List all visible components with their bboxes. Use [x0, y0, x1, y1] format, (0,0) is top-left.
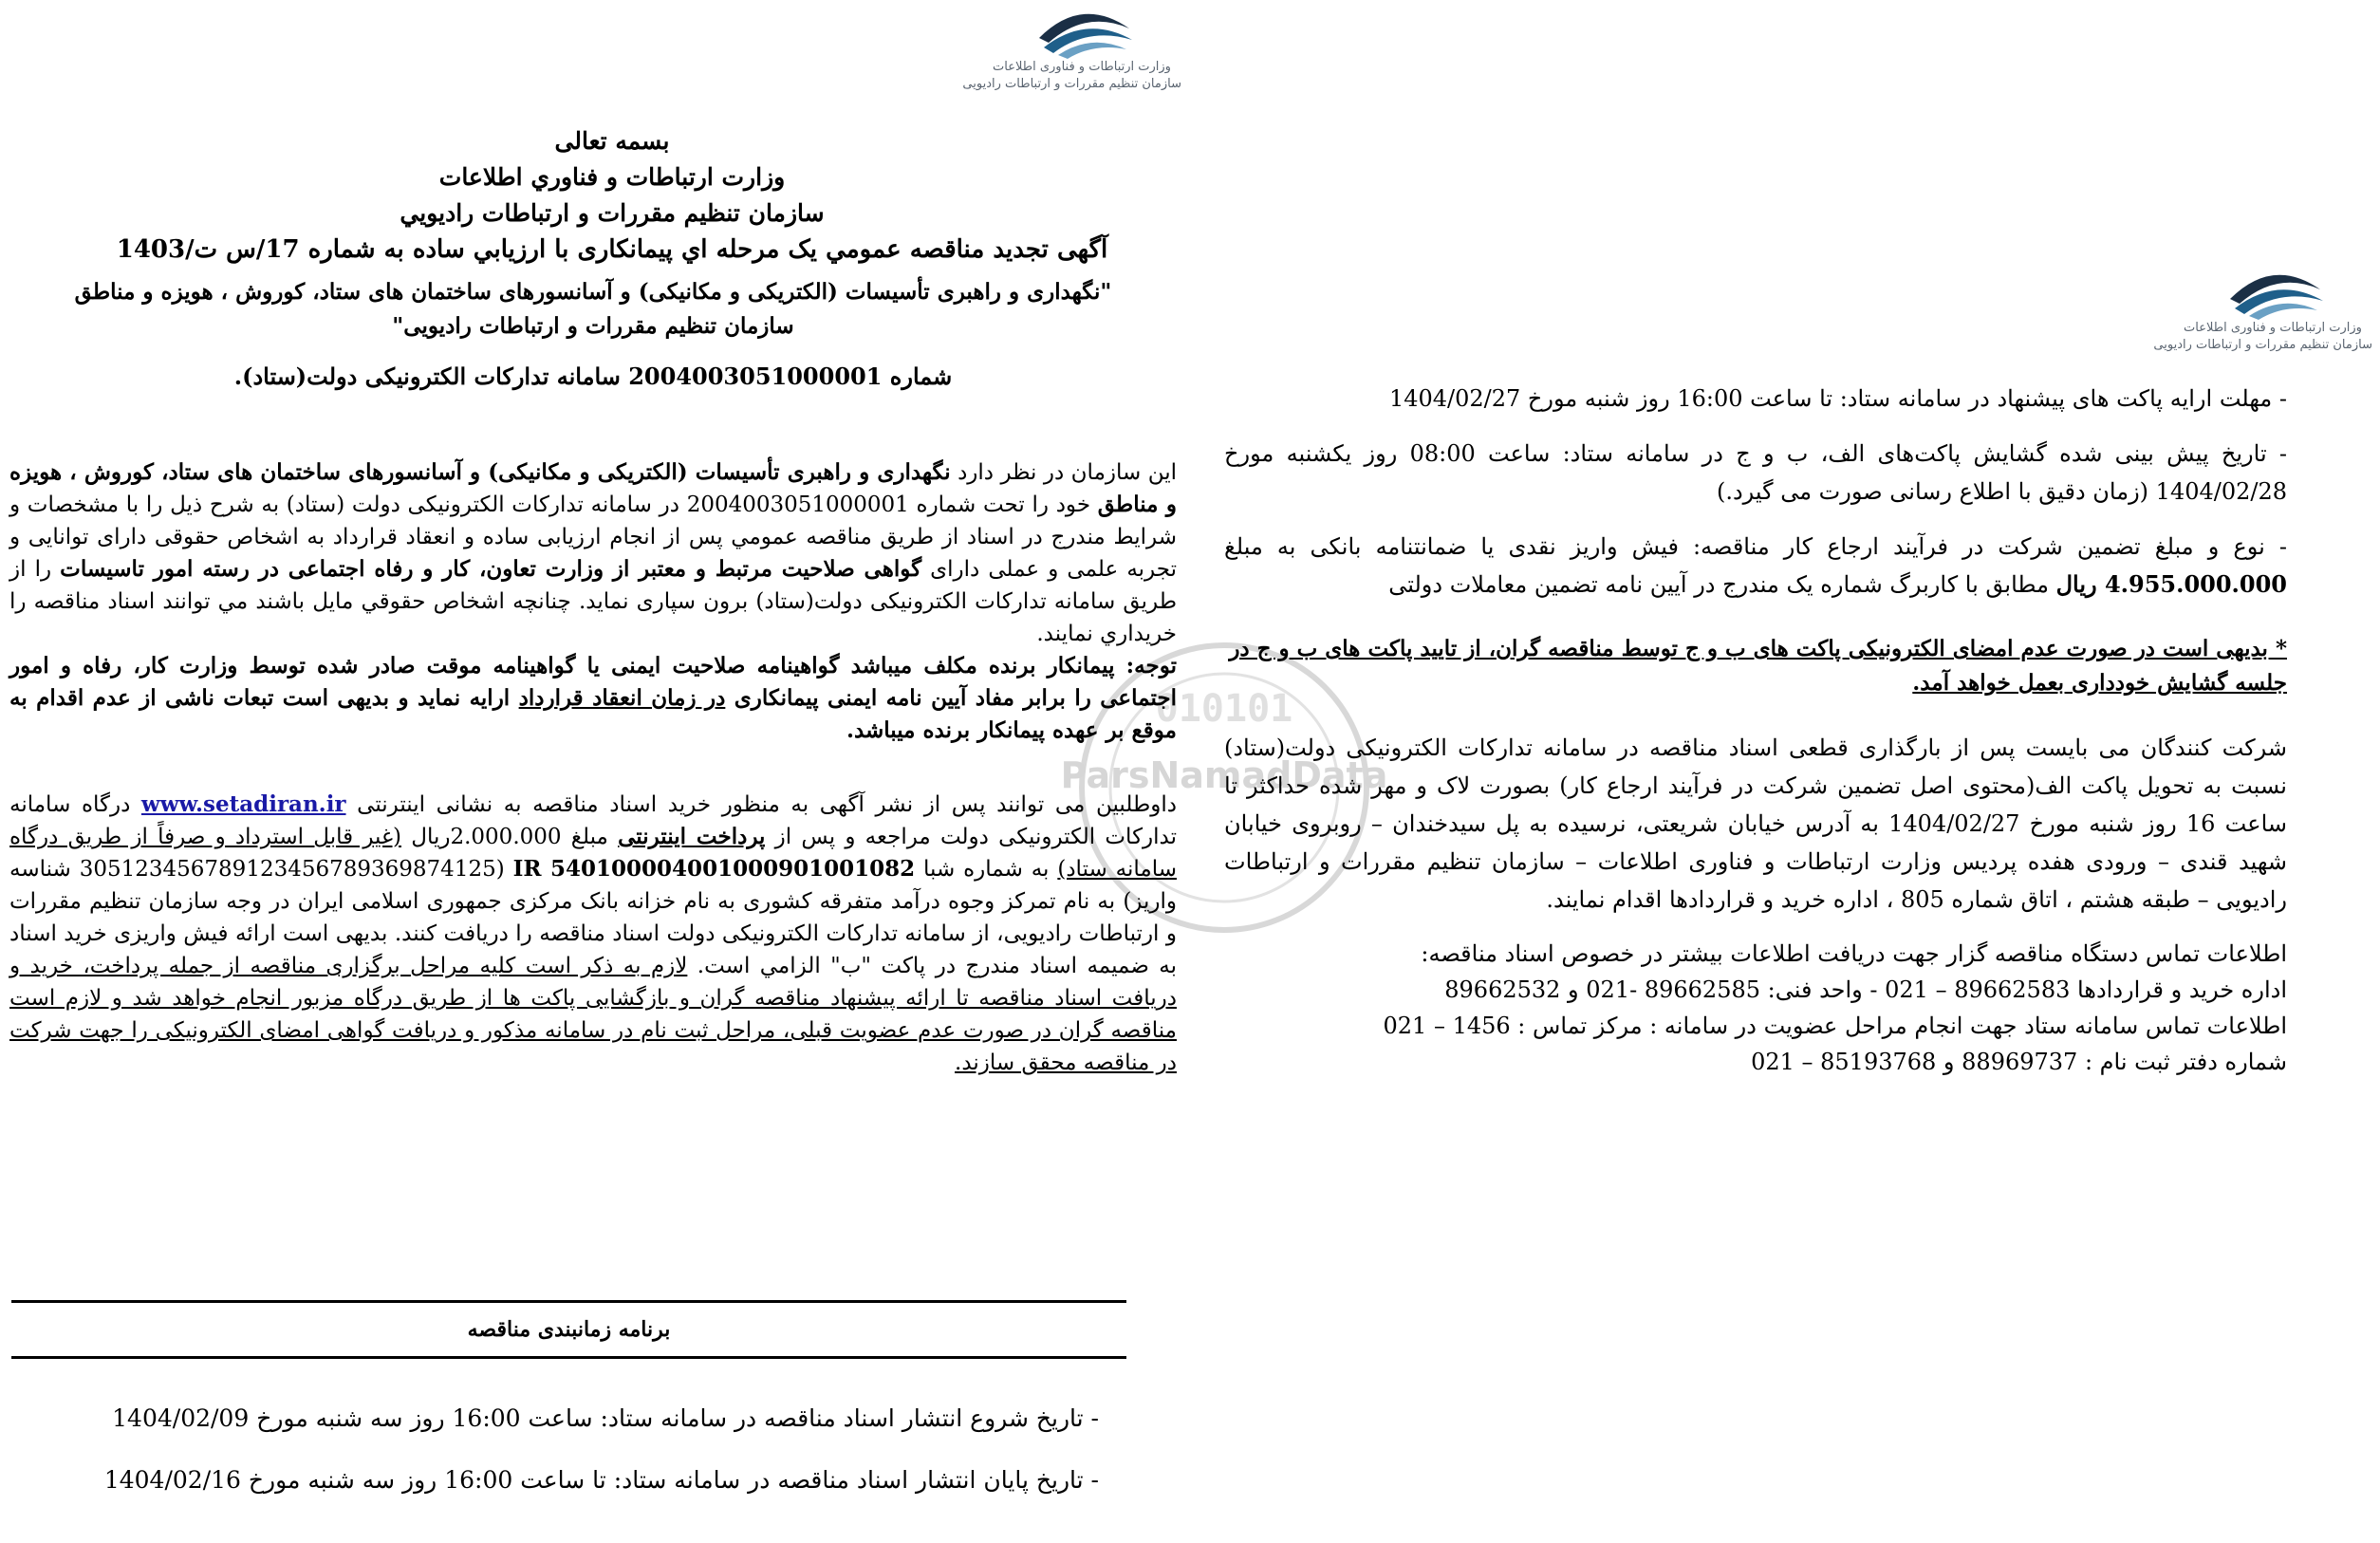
- subject-line2: سازمان تنظیم مقررات و ارتباطات رادیویی": [392, 313, 794, 339]
- intro-note: [9, 650, 1177, 747]
- intro-text-3: را از طریق سامانه تدارکات الکترونیکی دولت(ستاد) برون سپاری نماید. چنانچه اشخاص حقوقي مایل باشند مي توانند اسناد مناقصه را خریداري نمایند.: [9, 557, 1177, 646]
- signature-warning: * بدیهی است در صورت عدم امضای الکترونیکی پاکت های ب و ج توسط مناقصه گران، از تایید پاکت های ب و ج در جلسه گشایش خودداری بعمل خواهد آمد.: [1229, 636, 2287, 696]
- logo-caption-line1: وزارت ارتباطات و فناوری اطلاعات: [2184, 321, 2362, 335]
- organization-emblem-icon: [1020, 0, 1144, 59]
- guarantee-amount: 4.955.000.000 ریال: [2055, 570, 2287, 598]
- submission-instructions: شرکت کنندگان می بایست پس از بارگذاری قطعی اسناد مناقصه در سامانه تدارکات الکترونیکی دولت(ستاد) نسبت به تحویل پاکت الف(محتوی اصل تضمین شرکت در فرآیند ارجاع کار) بصورت لاک و مهر شده حداکثر تا ساعت 16 روز شنبه مورخ 1404/02/27 به آدرس خیابان شریعتی، نرسیده به پل سیدخندان – روبروی خیابان شهید قندی – ورودی هفده پردیس وزارت ارتباطات و فناوری اطلاعات – سازمان تنظیم مقررات و ارتباطات رادیویی – طبقه هشتم ، اتاق شماره 805 ، اداره خرید و قراردادها اقدام نمایند.: [1224, 734, 2287, 913]
- watermark-name: ParsNamadData: [1060, 754, 1388, 796]
- schedule-end-date: - تاریخ پایان انتشار اسناد مناقصه در سامانه ستاد: تا ساعت 16:00 روز سه شنبه مورخ 1404/02/16: [103, 1466, 1099, 1494]
- subject-line1: "نگهداری و راهبری تأسیسات (الکتریکی و مکانیکی) و آسانسورهای ساختمان های ستاد، کوروش ، هویزه و مناطق: [74, 279, 1112, 305]
- opening-date: - تاریخ پیش بینی شده گشایش پاکت‌های الف، ب و ج در سامانه ستاد: ساعت 08:00 روز یکشنبه مورخ 1404/02/28 (زمان دقیق با اطلاع رسانی صورت می گیرد.): [1224, 440, 2287, 505]
- side-logo: [2153, 261, 2372, 354]
- setadiran-link[interactable]: www.setadiran.ir: [140, 791, 346, 817]
- guarantee-text-end: مطابق با کاربرگ شماره یک مندرج در آیین نامه تضمین معاملات دولتی: [1388, 571, 2056, 598]
- purchase-amount: مبلغ 2.000.000ریال: [401, 825, 619, 849]
- note-underlined: در زمان انعقاد قرارداد: [518, 685, 726, 711]
- intro-subject-bold: نگهداری و راهبری تأسیسات (الکتریکی و مکانیکی) و آسانسورهای ساختمان های ستاد، کوروش ، هویزه و مناطق: [9, 459, 1177, 517]
- notice-title: آگهی تجدید مناقصه عمومي یک مرحله اي پیمانکاری با ارزیابي ساده به شماره 17/س ت/1403: [116, 235, 1108, 264]
- contact-line-1: اطلاعات تماس دستگاه مناقصه گزار جهت دریافت اطلاعات بیشتر در خصوص اسناد مناقصه:: [1421, 940, 2287, 967]
- organization-emblem-icon: [2211, 261, 2334, 320]
- tender-number-line: شماره 2004003051000001 سامانه تدارکات الکترونیکی دولت(ستاد).: [233, 363, 953, 390]
- guarantee-info: [1224, 528, 2287, 604]
- non-refundable-note: (غیر قابل استرداد و صرفاً از طریق درگاه سامانه ستاد): [9, 825, 1177, 882]
- note-end: ارایه نماید و بدیهی است تبعات ناشی از عدم اقدام به موقع بر عهده پیمانکار برنده میباشد.: [9, 685, 1177, 743]
- intro-paragraph: [9, 456, 1177, 650]
- subject: [9, 275, 1177, 344]
- intro-qualification-bold: گواهی صلاحیت مرتبط و معتبر از وزارت تعاون، کار و رفاه اجتماعی در رسته امور تاسیسات: [60, 556, 922, 582]
- purchase-text-d: به شماره شبا: [915, 857, 1058, 882]
- organization-name: سازمان تنظیم مقررات و ارتباطات رادیویي: [400, 199, 825, 227]
- procedure-note: لازم به ذکر است کلیه مراحل برگزاری مناقصه از جمله پرداخت، خرید و دریافت اسناد مناقصه تا ارائه پیشنهاد مناقصه گران و بازگشایی پاکت ها از طریق درگاه مزبور انجام خواهد شد و لازم است مناقصه گران در صورت عدم عضویت قبلی، مراحل ثبت نام در سامانه مذکور و دریافت گواهی امضای الکترونیکی را جهت شرکت در مناقصه محقق سازند.: [9, 954, 1177, 1075]
- online-payment-label: پرداخت اینترنتی: [618, 824, 766, 849]
- purchase-text-b: درگاه سامانه تدارکات الکترونیکی دولت مراجعه و پس از: [9, 792, 1177, 849]
- left-column: [9, 123, 1177, 1079]
- logo-caption-line1: وزارت ارتباطات و فناوری اطلاعات: [993, 60, 1171, 74]
- contact-line-2: اداره خرید و قراردادها 89662583 – 021 - واحد فنی: 89662585 -021 و 89662532: [1444, 976, 2287, 1003]
- purchase-text-a: داوطلبین می توانند پس از نشر آگهی به منظور خرید اسناد مناقصه به نشانی اینترنتی: [345, 792, 1177, 817]
- bismillah: بسمه تعالی: [554, 127, 670, 155]
- intro-text-1: این سازمان در نظر دارد: [950, 460, 1178, 485]
- note-text: توجه: پیمانکار برنده مکلف میباشد گواهینامه صلاحیت ایمنی یا گواهینامه موقت صادر شده توسط وزارت کار، رفاه و امور اجتماعی را برابر مفاد آیین نامه ایمنی پیمانکاری: [9, 653, 1178, 711]
- logo-caption-line2: سازمان تنظیم مقررات و ارتباطات رادیویی: [962, 77, 1181, 91]
- top-logo: [962, 0, 1181, 93]
- ministry-name: وزارت ارتباطات و فناوري اطلاعات: [438, 163, 786, 191]
- right-column: [1224, 380, 2287, 1080]
- bid-deadline: - مهلت ارایه پاکت های پیشنهاد در سامانه ستاد: تا ساعت 16:00 روز شنبه مورخ 1404/02/27: [1388, 385, 2287, 412]
- intro-text-2: خود را تحت شماره 2004003051000001 در سامانه تدارکات الکترونیکی دولت (ستاد) به شرح ذیل را با مشخصات و شرایط مندرج در اسناد از طریق مناقصه عمومي پس از انجام ارزیابی ساده و انعقاد قرارداد به اشخاص حقوقی دارای توانایی و تجربه علمی و عملی دارای: [9, 493, 1177, 582]
- schedule-start-date: - تاریخ شروع انتشار اسناد مناقصه در سامانه ستاد: ساعت 16:00 روز سه شنبه مورخ 1404/02/09: [112, 1404, 1099, 1432]
- contact-line-3: اطلاعات تماس سامانه ستاد جهت انجام مراحل عضویت در سامانه : مرکز تماس : 1456 – 021: [1383, 1013, 2287, 1039]
- logo-caption-line2: سازمان تنظیم مقررات و ارتباطات رادیویی: [2153, 338, 2372, 352]
- schedule-title-box: [11, 1300, 1126, 1359]
- svg-text:010101: 010101: [1155, 687, 1293, 731]
- contact-line-4: شماره دفتر ثبت نام : 88969737 و 85193768 – 021: [1751, 1049, 2287, 1075]
- purchase-text-e: (305123456789123456789369874125 شناسه واریز) به نام تمرکز وجوه درآمد متفرقه کشوری به نام خزانه بانک مرکزی جمهوری اسلامی ایران در وجه سازمان تنظیم مقررات و ارتباطات رادیویی، از سامانه تدارکات الکترونیکی دولت اسناد مناقصه را دریافت کنند. بدیهی است ارائه فیش واریزی خرید اسناد به ضمیمه اسناد مندرج در پاکت "ب" الزامي است.: [9, 857, 1177, 978]
- purchase-paragraph: [9, 789, 1177, 1079]
- iban-number: IR 540100004001000901001082: [512, 856, 916, 882]
- header: [47, 123, 1177, 268]
- guarantee-text: - نوع و مبلغ تضمین شرکت در فرآیند ارجاع کار مناقصه: فیش واریز نقدی یا ضمانتنامه بانکی به مبلغ: [1224, 533, 2287, 560]
- schedule-title: برنامه زمانبندی مناقصه: [467, 1317, 671, 1342]
